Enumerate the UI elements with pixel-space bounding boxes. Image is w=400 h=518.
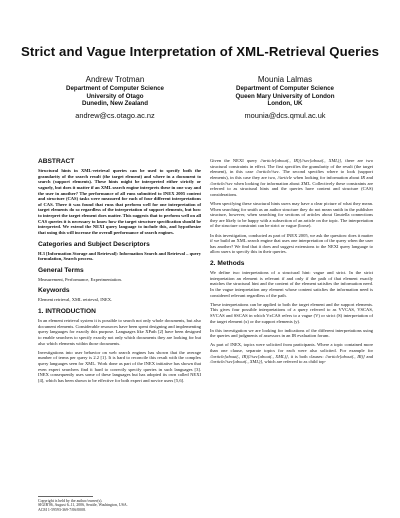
- body-paragraph: When specifying these structural hints users may have a clear picture of what they mean. When searching for smith as an author structure they do not mean smith in the publisher structure, however, when searching for sections of articles about Gnutella connections they are likely to be happy with a subsection of an article on the topic. The interpretation of the structure constraint can be strict or vague (loose).: [210, 200, 373, 229]
- body-paragraph: [210, 342, 373, 365]
- author-name: Mounia Lalmas: [257, 75, 313, 84]
- introduction-paragraph: Investigations into user behavior on web search engines has shown that the average number of terms per query is 2.2 [1]. It is hard to reconcile this result with the complex query languages seen for XML. Work done as part of the INEX initiative has shown that even expert searchers find it hard to correctly specify queries in such languages [3]. INEX consequently uses some of these languages but has adopted its own called NEXI [4], which has been shown to be effective for both expert and novice users [5,6].: [38, 349, 201, 383]
- author-department: Department of Computer Science: [66, 85, 164, 92]
- text-run: , which are referred to as child top-: [262, 359, 327, 365]
- body-paragraph: [210, 158, 373, 197]
- author-block-1: [30, 75, 200, 121]
- copyright-footnote: [38, 496, 201, 513]
- general-terms-text: Measurement, Performance, Experimentation.: [38, 276, 122, 282]
- text-run: . Collectively these constraints are referred to as structural hints and the queries have content and structure (CAS) considerations.: [210, 180, 374, 197]
- introduction-paragraph: In an element retrieval system it is possible to search not only whole documents, but also document elements. Considerable resources have been spent designing and implementing query languages for exactly this purpose. Languages like XPath [2] have been designed to enable searchers to specify exactly not only which documents they are looking for but also which elements within those documents.: [38, 318, 201, 346]
- query-code: //article//sec[about(., XML)]: [210, 359, 263, 365]
- query-code: //article: [277, 174, 292, 180]
- query-code: IR: [360, 174, 366, 180]
- abstract-text: Structural hints in XML-retrieval queries can be used to specify both the granularity of the search result (the target element) and where in a document to search (support elements). These hints might be interpreted either strictly or vaguely, but does it matter if an XML search engine interprets these in one way and the user in another? The performance of all runs submitted to INEX 2005 content and structure (CAS) tasks were measured for each of four different interpretations of CAS. There it was found that runs that perform well for one interpretation of target elements do so regardless of the interpretation of support elements, but how to interpret the target element does matter. This suggests that to perform well on all CAS queries it is necessary to know how the target structure specification should be interpreted. We extend the NEXI query language to include this, and hypothesize that using this will increase the overall performance of search engines.: [38, 168, 201, 235]
- keywords-heading: Keywords: [38, 287, 70, 295]
- author-name: Andrew Trotman: [85, 75, 145, 84]
- conference-line: SIGIR'06, August 6–11, 2006, Seattle, Washington, USA.: [38, 503, 128, 508]
- author-organization: Queen Mary University of London: [235, 92, 335, 100]
- category-code: H.3 [Information Storage and Retrieval]:: [38, 250, 120, 256]
- acm-line: ACM 1-59593-369-7/06/0008.: [38, 508, 86, 513]
- author-email: mounia@dcs.qmul.ac.uk: [244, 111, 326, 121]
- methods-heading: 2. Methods: [210, 260, 245, 267]
- author-block-2: [200, 75, 370, 121]
- category-detail: Information Search and Retrieval – query formulation, Search process.: [38, 250, 201, 262]
- text-run: when looking for information about: [232, 180, 301, 186]
- query-code: //article//sec: [210, 180, 233, 186]
- right-column: [210, 158, 373, 368]
- left-column: [38, 158, 201, 387]
- author-city: London, UK: [267, 100, 303, 108]
- body-paragraph: In this investigation, conducted as part of INEX 2005, we ask the question: does it matter if we build an XML search engine that uses one interpretation of the query when the user has another? We find that it does and suggest extensions to the NEXI query language to allow users to specify this in their queries.: [210, 232, 373, 255]
- body-paragraph: These interpretations can be applied to both the target element and the support elements. This gives four possible interpretations of a query referred to as VVCAS, VSCAS, SVCAS and SSCAS in which VxCAS refers to a vague (V) or strict (S) interpretation of the target element (x) or the support elements (y).: [210, 301, 373, 324]
- keywords-text: Element retrieval, XML retrieval, INEX.: [38, 297, 113, 303]
- author-department: Department of Computer Science: [236, 85, 334, 92]
- paper-title: Strict and Vague Interpretation of XML-Retrieval Queries: [20, 44, 380, 59]
- query-code: //article//sec: [256, 169, 279, 175]
- query-code: //article[about(., IR)]//sec[about(., XML)]: [260, 158, 342, 163]
- text-run: and: [365, 174, 373, 180]
- categories-heading: Categories and Subject Descriptors: [38, 240, 150, 248]
- author-organization: University of Otago: [86, 92, 144, 100]
- query-code: //article[about(., IR)]: [325, 353, 365, 359]
- categories-text: [38, 251, 201, 262]
- body-paragraph: We define two interpretations of a structural hint: vague and strict. In the strict interpretation an element is relevant if and only if the path of that element exactly matches the structural hint and the content of the element satisfies the information need. In the vague interpretation any element whose content satisfies the information need is considered relevant regardless of the path.: [210, 270, 373, 298]
- text-run: and: [364, 353, 373, 359]
- general-terms-heading: General Terms: [38, 266, 84, 274]
- abstract-heading: ABSTRACT: [38, 158, 75, 165]
- author-email: andrew@cs.otago.ac.nz: [75, 111, 155, 121]
- text-run: when looking for information about: [292, 174, 361, 180]
- footnote-divider: [38, 496, 93, 497]
- copyright-line: Copyright is held by the author/owner(s).: [38, 498, 103, 503]
- text-run: , it is both clauses:: [287, 353, 326, 359]
- text-run: Given the NEXI query: [210, 158, 261, 163]
- text-run: . The second specifies where to look (support elements), in this case they are two,: [210, 169, 373, 180]
- introduction-heading: 1. INTRODUCTION: [38, 308, 96, 315]
- query-code: //article[about(., IR)]//sec[about(., XML)]: [210, 353, 288, 359]
- body-paragraph: In this investigation we are looking for indications of the different interpretations using the queries and judgments of assessors in an IR evaluation forum.: [210, 327, 373, 339]
- text-run: As part of INEX, topics were solicited from participants. Where a topic contained more than one clause, separate topics for each were also solicited. For example for: [210, 342, 373, 353]
- query-code: XML: [300, 180, 311, 186]
- author-city: Dunedin, New Zealand: [81, 100, 148, 108]
- text-run: , there are two structural constraints in effect. The first specifies the granularity of the result (the target element), in this case: [210, 158, 373, 175]
